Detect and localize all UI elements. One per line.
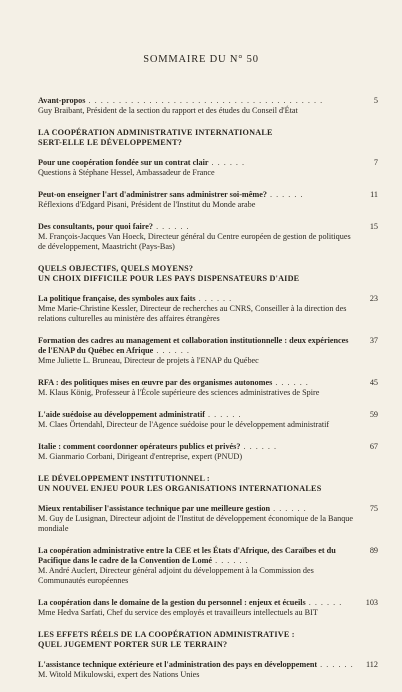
entry-page: 15	[369, 222, 378, 231]
entry-desc: Guy Braibant, Président de la section du rapport et des études du Conseil d'État	[38, 106, 298, 115]
entry-title: Formation des cadres au management et collaboration institutionnelle : deux expériences de l'ENAP du Québec en Afrique . . . . . .	[38, 336, 349, 355]
section-heading	[38, 264, 378, 284]
toc-entry	[38, 222, 378, 252]
entry-title: Italie : comment coordonner opérateurs publics et privés? . . . . . .	[38, 442, 278, 451]
entry-page: 75	[369, 504, 378, 513]
toc-entry	[38, 442, 378, 462]
toc-entry	[38, 660, 378, 680]
entry-page: 45	[369, 378, 378, 387]
section-heading-line: QUEL JUGEMENT PORTER SUR LE TERRAIN?	[38, 640, 228, 649]
entry-page: 37	[369, 336, 378, 345]
entry-title: La politique française, des symboles aux faits . . . . . .	[38, 294, 233, 303]
entry-desc: M. Klaus König, Professeur à l'École supérieure des sciences administratives de Spire	[38, 388, 320, 397]
entry-title: L'aide suédoise au développement administratif . . . . . .	[38, 410, 242, 419]
sections	[38, 128, 378, 680]
entry-page: 89	[369, 546, 378, 555]
section-heading-line: UN NOUVEL ENJEU POUR LES ORGANISATIONS INTERNATIONALES	[38, 484, 322, 493]
table-of-contents	[38, 96, 378, 692]
entry-title: Peut-on enseigner l'art d'administrer sans administrer soi-même? . . . . . .	[38, 190, 304, 199]
entry-title: Pour une coopération fondée sur un contrat clair . . . . . .	[38, 158, 246, 167]
entry-desc: M. François-Jacques Van Hoeck, Directeur général du Centre européen de gestion de politiques de développement, Maastricht (Pays-Bas)	[38, 232, 351, 251]
toc-entry	[38, 336, 378, 366]
entry-desc: Mme Marie-Christine Kessler, Directeur de recherches au CNRS, Conseiller à la direction des relations culturelles au ministère des affaires étrangères	[38, 304, 347, 323]
entry-desc: Mme Juliette L. Bruneau, Directeur de projets à l'ENAP du Québec	[38, 356, 259, 365]
entry-desc: M. André Auclert, Directeur général adjoint du développement à la Commission des Communautés européennes	[38, 566, 314, 585]
toc-entry	[38, 504, 378, 534]
entry-title: Des consultants, pour quoi faire? . . . . . .	[38, 222, 190, 231]
toc-entry	[38, 598, 378, 618]
entry-title: Mieux rentabiliser l'assistance technique par une meilleure gestion . . . . . .	[38, 504, 307, 513]
entry-desc: M. Claes Örtendahl, Directeur de l'Agence suédoise pour le développement administratif	[38, 420, 330, 429]
entry-page: 11	[370, 190, 378, 199]
entry-page: 67	[369, 442, 378, 451]
section-heading	[38, 128, 378, 148]
section-heading-line: QUELS OBJECTIFS, QUELS MOYENS?	[38, 264, 194, 273]
page-title: SOMMAIRE DU N° 50	[143, 54, 259, 65]
entry-desc: M. Guy de Lusignan, Directeur adjoint de l'Institut de développement économique de la Banque mondiale	[38, 514, 354, 533]
section-heading-line: LA COOPÉRATION ADMINISTRATIVE INTERNATIONALE	[38, 128, 273, 137]
toc-entry	[38, 378, 378, 398]
entry-page: 103	[365, 598, 378, 607]
section-heading	[38, 474, 378, 494]
entry-title: RFA : des politiques mises en œuvre par des organismes autonomes . . . . . .	[38, 378, 309, 387]
entry-desc: Questions à Stéphane Hessel, Ambassadeur de France	[38, 168, 215, 177]
toc-entry	[38, 158, 378, 178]
entry-desc: Mme Hedva Sarfati, Chef du service des employés et travailleurs intellectuels au BIT	[38, 608, 318, 617]
entry-title: L'assistance technique extérieure et l'administration des pays en développement . . . . . .	[38, 660, 354, 669]
entry-desc: M. Witold Mikulowski, expert des Nations Unies	[38, 670, 200, 679]
toc-entry	[38, 410, 378, 430]
entry-page: 59	[369, 410, 378, 419]
entry-page: 7	[373, 158, 378, 167]
entry-title: La coopération dans le domaine de la gestion du personnel : enjeux et écueils . . . . . .	[38, 598, 343, 607]
toc-entry	[38, 546, 378, 586]
entry-title: Avant-propos . . . . . . . . . . . . . . . . . . . . . . . . . . . . . . . . . . . . . . .	[38, 96, 324, 105]
toc-entry	[38, 294, 378, 324]
entry-title: La coopération administrative entre la CEE et les États d'Afrique, des Caraïbes et du Pacifique dans le cadre de la Convention de Lomé . . . . . .	[38, 546, 336, 565]
entry-page: 5	[373, 96, 378, 105]
section-heading	[38, 630, 378, 650]
toc-entry	[38, 190, 378, 210]
section-heading-line: SERT-ELLE LE DÉVELOPPEMENT?	[38, 138, 183, 147]
entry-page: 112	[366, 660, 378, 669]
entry-page: 23	[369, 294, 378, 303]
show-through-text	[200, 0, 402, 48]
section-heading-line: UN CHOIX DIFFICILE POUR LES PAYS DISPENSATEURS D'AIDE	[38, 274, 300, 283]
entry-desc: Réflexions d'Edgard Pisani, Président de l'Institut du Monde arabe	[38, 200, 256, 209]
section-heading-line: LES EFFETS RÉELS DE LA COOPÉRATION ADMINISTRATIVE :	[38, 630, 295, 639]
toc-entry-front	[38, 96, 378, 116]
section-heading-line: LE DÉVELOPPEMENT INSTITUTIONNEL :	[38, 474, 210, 483]
entry-desc: M. Gianmario Corbani, Dirigeant d'entreprise, expert (PNUD)	[38, 452, 243, 461]
